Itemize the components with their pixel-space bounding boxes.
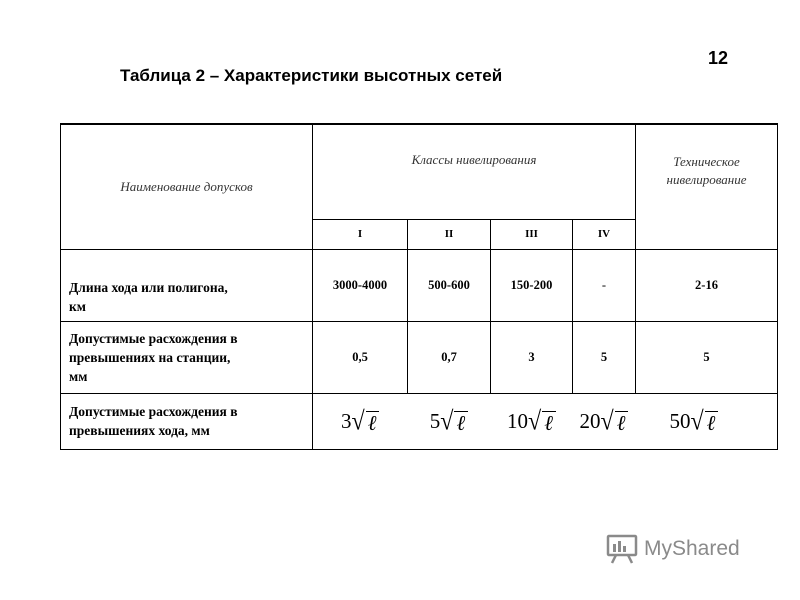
table-cell: 3 — [491, 321, 573, 393]
header-name-text: Наименование допусков — [120, 178, 253, 194]
header-classes-group — [313, 124, 636, 219]
formula-radicand: ℓ — [454, 411, 468, 434]
formula-cell — [573, 393, 636, 449]
height-networks-table — [60, 123, 778, 450]
presentation-board-icon — [606, 534, 638, 564]
table-cell: 5 — [573, 321, 636, 393]
sqrt-formula — [430, 409, 468, 434]
table-cell: 3000-4000 — [313, 249, 408, 321]
row-label-line: Допустимые расхождения в — [69, 404, 238, 419]
row-label-line: Допустимые расхождения в — [69, 330, 238, 346]
formula-coef: 10 — [507, 408, 529, 433]
header-row — [61, 124, 778, 219]
header-technical-line1: Техническое — [673, 154, 740, 169]
formula-coef: 5 — [429, 408, 441, 433]
class-1: I — [313, 219, 408, 249]
table-row — [61, 249, 778, 321]
formula-cell — [408, 393, 491, 449]
sqrt-formula — [580, 409, 629, 434]
sqrt-formula — [341, 409, 379, 434]
table-cell: 2-16 — [636, 249, 778, 321]
formula-cell — [313, 393, 408, 449]
row-label-traverse — [61, 393, 313, 449]
formula-coef: 20 — [579, 408, 601, 433]
table-cell: 500-600 — [408, 249, 491, 321]
formula-radicand: ℓ — [615, 411, 629, 434]
header-classes-text: Классы нивелирования — [411, 152, 537, 167]
class-3: III — [491, 219, 573, 249]
row-label-line: мм — [69, 368, 88, 384]
sqrt-sign-icon: √ — [690, 407, 704, 436]
page-number: 12 — [708, 48, 729, 68]
table-cell: 0,5 — [313, 321, 408, 393]
table-cell: 0,7 — [408, 321, 491, 393]
myshared-watermark — [606, 534, 740, 564]
sqrt-formula — [670, 409, 719, 434]
header-technical-line2: нивелирование — [666, 172, 747, 187]
formula-cell — [491, 393, 573, 449]
class-2: II — [408, 219, 491, 249]
formula-coef: 50 — [669, 408, 691, 433]
formula-cell — [636, 393, 778, 449]
sqrt-sign-icon: √ — [440, 407, 454, 436]
row-label-line: Длина хода или полигона, — [69, 279, 228, 295]
table-cell: - — [573, 249, 636, 321]
formula-radicand: ℓ — [542, 411, 556, 434]
row-label-line: превышениях хода, мм — [69, 423, 210, 438]
formula-radicand: ℓ — [705, 411, 719, 434]
header-name-col — [61, 124, 313, 249]
sqrt-formula — [507, 409, 556, 434]
table-title: Таблица 2 – Характеристики высотных сетей — [120, 66, 503, 85]
table-cell: 150-200 — [491, 249, 573, 321]
row-label-station — [61, 321, 313, 393]
table-row — [61, 321, 778, 393]
row-label-line: км — [69, 298, 86, 314]
row-label-length — [61, 249, 313, 321]
sqrt-sign-icon: √ — [600, 407, 614, 436]
header-technical — [636, 124, 778, 249]
sqrt-sign-icon: √ — [351, 407, 365, 436]
table-row — [61, 393, 778, 449]
formula-coef: 3 — [341, 408, 352, 433]
table-cell: 5 — [636, 321, 778, 393]
formula-radicand: ℓ — [366, 411, 380, 434]
row-label-line: превышениях на станции, — [69, 349, 231, 365]
sqrt-sign-icon: √ — [528, 407, 542, 436]
watermark-text: MyShared — [644, 537, 740, 560]
class-4: IV — [573, 219, 636, 249]
